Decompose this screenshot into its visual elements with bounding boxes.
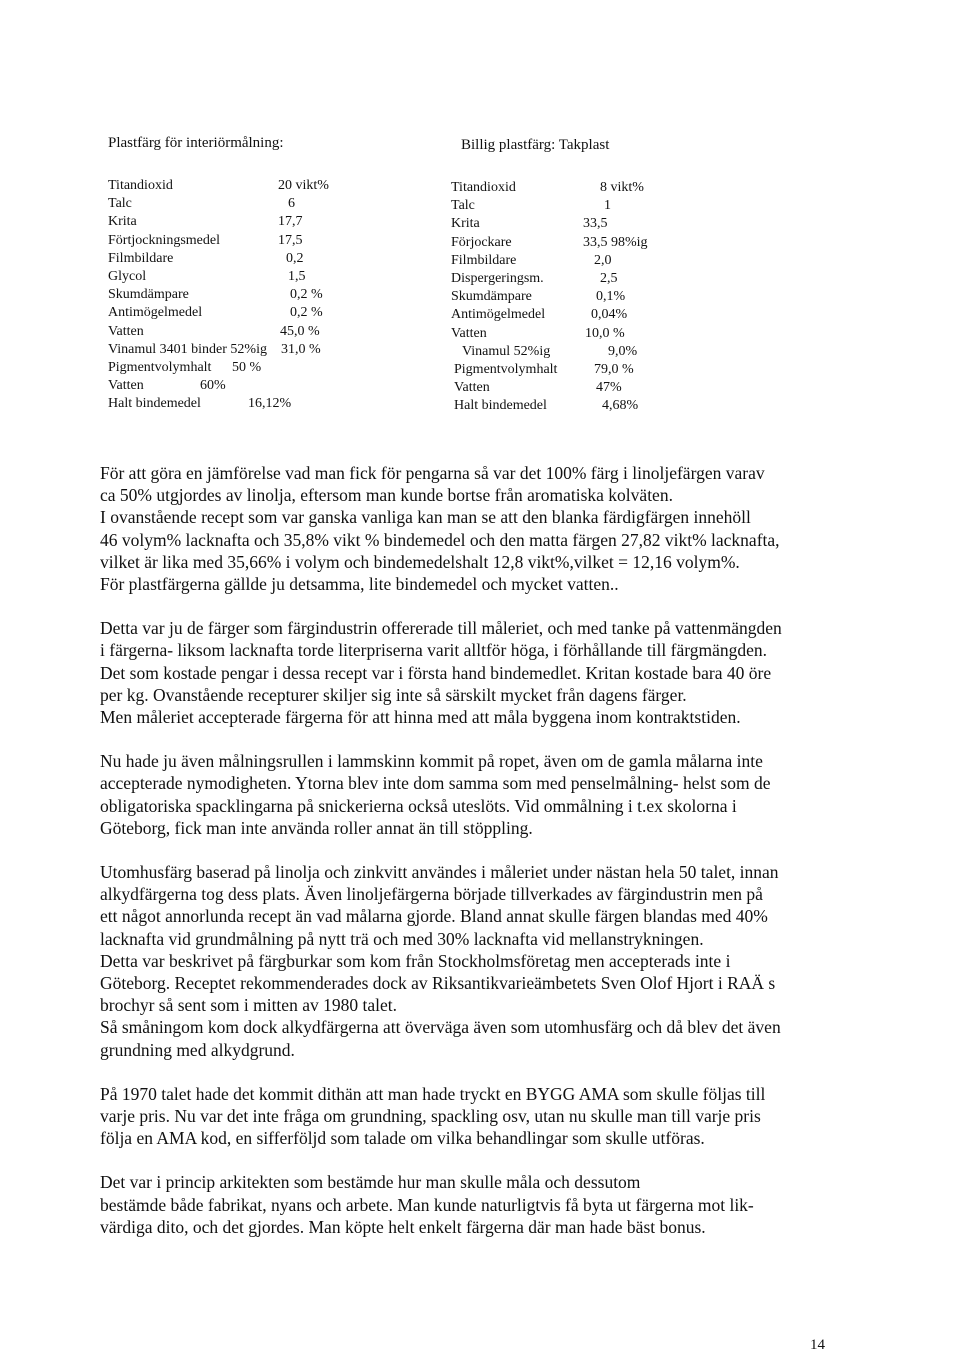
- text-line: Det var i princip arkitekten som bestämde hur man skulle måla och dessutom: [100, 1172, 641, 1193]
- ingredient-value: 4,68%: [602, 398, 639, 414]
- ingredient-value: 6: [288, 196, 295, 212]
- ingredient-name: Skumdämpare: [108, 287, 189, 303]
- recipe-row: [108, 250, 338, 268]
- text-line: per kg. Ovanstående recepturer skiljer sig inte så särskilt mycket från dagens färger.: [100, 684, 687, 705]
- ingredient-value: 33,5: [583, 216, 608, 232]
- ingredient-value: 20 vikt%: [278, 178, 329, 193]
- ingredient-name: Vatten: [451, 325, 487, 341]
- body-text: [100, 462, 880, 1260]
- ingredient-value: 31,0 %: [281, 341, 321, 357]
- text-line: Detta var ju de färger som färgindustrin offererade till måleriet, och med tanke på vattenmängden: [100, 618, 782, 639]
- recipe-row: [451, 306, 691, 324]
- text-line: följa en AMA kod, en sifferföljd som talade om vilka behandlingar som skulle utföras.: [100, 1128, 705, 1149]
- ingredient-value: 16,12%: [248, 396, 292, 412]
- ingredient-name: Halt bindemedel: [108, 396, 201, 412]
- text-line: För plastfärgerna gällde ju detsamma, lite bindemedel och mycket vatten..: [100, 574, 619, 595]
- ingredient-name: Krita: [451, 216, 480, 232]
- text-line: Detta var beskrivet på färgburkar som kom från Stockholmsföretag men accepterads inte i: [100, 950, 731, 971]
- text-line: Så småningom kom dock alkydfärgerna att överväga även som utomhusfärg och då blev det även: [100, 1017, 781, 1038]
- ingredient-name: Titandioxid: [108, 178, 173, 193]
- ingredient-name: Glycol: [108, 268, 147, 284]
- paragraph: [100, 750, 880, 839]
- ingredient-value: 2,5: [600, 270, 618, 286]
- recipe-row: [451, 397, 691, 415]
- ingredient-value: 45,0 %: [280, 323, 320, 339]
- text-line: bestämde både fabrikat, nyans och arbete. Man kunde naturligtvis få byta ut färgerna mot lik-: [100, 1194, 754, 1215]
- text-line: accepterade nymodigheten. Ytorna blev inte dom samma som med penselmålning- helst som de: [100, 773, 771, 794]
- paragraph: [100, 1083, 880, 1150]
- text-line: obligatoriska spacklingarna på snickerierna också uteslöts. Vid ommålning i t.ex skolorna i: [100, 795, 737, 816]
- text-line: i färgerna- liksom lacknafta torde literpriserna varit alltför höga, i förhållande till färgmängden.: [100, 640, 768, 661]
- ingredient-value: 1,5: [288, 268, 306, 284]
- ingredient-value: 8 vikt%: [600, 180, 644, 195]
- recipe-row: [451, 325, 691, 343]
- recipe-row: [108, 341, 338, 359]
- ingredient-name: Pigmentvolymhalt: [454, 361, 558, 377]
- ingredient-name: Vatten: [108, 378, 144, 394]
- text-line: lacknafta vid grundmålning på nytt trä och med 30% lacknafta vid mellanstrykningen.: [100, 928, 704, 949]
- recipe-row: [108, 395, 338, 413]
- text-line: värdiga dito, och det gjordes. Man köpte helt enkelt färgerna där man hade bäst bonus.: [100, 1216, 706, 1237]
- recipe-row: [451, 234, 691, 252]
- ingredient-name: Krita: [108, 214, 137, 230]
- recipe-row: [451, 343, 691, 361]
- recipe-row: [108, 177, 338, 195]
- text-line: alkydfärgerna tog dess plats. Även linoljefärgerna började tillverkades av färgindustrin men på: [100, 884, 763, 905]
- recipe-right-table: [451, 179, 691, 415]
- ingredient-name: Antimögelmedel: [451, 307, 546, 323]
- ingredient-value: 50 %: [232, 359, 262, 375]
- ingredient-value: 33,5 98%ig: [583, 234, 648, 250]
- text-line: 46 volym% lacknafta och 35,8% vikt % bindemedel och den matta färgen 27,82 vikt% lacknafta,: [100, 529, 780, 550]
- recipe-row: [451, 179, 691, 197]
- ingredient-name: Filmbildare: [108, 250, 174, 266]
- ingredient-value: 17,5: [278, 232, 303, 248]
- recipe-left-table: [108, 177, 338, 413]
- recipe-row: [108, 268, 338, 286]
- ingredient-name: Filmbildare: [451, 252, 517, 268]
- ingredient-name: Vinamul 52%ig: [462, 343, 551, 359]
- text-line: Det som kostade pengar i dessa recept var i första hand bindemedlet. Kritan kostade bara 40 öre: [100, 662, 772, 683]
- text-line: ca 50% utgjordes av linolja, eftersom man kunde bortse från aromatiska kolväten.: [100, 485, 673, 506]
- paragraph: [100, 617, 880, 728]
- recipe-row: [108, 359, 338, 377]
- ingredient-name: Antimögelmedel: [108, 305, 203, 321]
- recipe-row: [108, 213, 338, 231]
- ingredient-value: 0,04%: [591, 307, 628, 323]
- text-line: Göteborg. Receptet rekommenderades dock av Riksantikvarieämbetets Sven Olof Hjort i RAÄ s: [100, 973, 776, 994]
- ingredient-name: Halt bindemedel: [454, 398, 547, 414]
- recipe-row: [451, 361, 691, 379]
- recipe-row: [451, 270, 691, 288]
- text-line: brochyr så sent som i mitten av 1980 talet.: [100, 995, 397, 1016]
- ingredient-name: Titandioxid: [451, 180, 516, 195]
- recipe-row: [108, 304, 338, 322]
- ingredient-name: Talc: [108, 196, 132, 212]
- recipe-row: [451, 215, 691, 233]
- ingredient-value: 0,2: [286, 250, 304, 266]
- recipe-row: [451, 379, 691, 397]
- ingredient-value: 0,1%: [596, 289, 626, 305]
- text-line: På 1970 talet hade det kommit dithän att man hade tryckt en BYGG AMA som skulle följas till: [100, 1083, 766, 1104]
- paragraph: [100, 462, 880, 595]
- ingredient-name: Vatten: [454, 380, 490, 396]
- ingredient-value: 0,2 %: [290, 305, 323, 321]
- ingredient-value: 9,0%: [608, 343, 638, 359]
- paragraph: [100, 1171, 880, 1238]
- page-number: 14: [810, 1337, 825, 1353]
- text-line: varje pris. Nu var det inte fråga om grundning, spackling osv, utan nu skulle man till varje pris: [100, 1106, 761, 1127]
- text-line: Nu hade ju även målningsrullen i lammskinn kommit på ropet, även om de gamla målarna inte: [100, 751, 763, 772]
- text-line: För att göra en jämförelse vad man fick för pengarna så var det 100% färg i linoljefärgen varav: [100, 463, 765, 483]
- recipe-row: [108, 323, 338, 341]
- ingredient-value: 1: [604, 198, 611, 214]
- ingredient-value: 2,0: [594, 252, 612, 268]
- ingredient-value: 17,7: [278, 214, 303, 230]
- text-line: I ovanstående recept som var ganska vanliga kan man se att den blanka färdigfärgen innehöll: [100, 507, 751, 528]
- text-line: Göteborg, fick man inte använda roller annat än till stöppling.: [100, 817, 533, 838]
- ingredient-name: Vinamul 3401 binder 52%ig: [108, 341, 267, 357]
- recipe-row: [451, 288, 691, 306]
- ingredient-name: Förjockare: [451, 234, 512, 250]
- ingredient-value: 60%: [200, 378, 226, 394]
- ingredient-value: 79,0 %: [594, 361, 634, 377]
- ingredient-value: 0,2 %: [290, 287, 323, 303]
- recipe-row: [451, 197, 691, 215]
- text-line: vilket är lika med 35,66% i volym och bindemedelshalt 12,8 vikt%,vilket = 12,16 volym%.: [100, 551, 740, 572]
- recipe-left-title: Plastfärg för interiörmålning:: [108, 135, 284, 151]
- recipe-right-title: Billig plastfärg: Takplast: [461, 137, 610, 153]
- ingredient-name: Vatten: [108, 323, 144, 339]
- ingredient-name: Pigmentvolymhalt: [108, 359, 212, 375]
- ingredient-value: 10,0 %: [585, 325, 625, 341]
- ingredient-name: Förtjockningsmedel: [108, 232, 220, 248]
- ingredient-name: Dispergeringsm.: [451, 270, 544, 286]
- recipe-row: [451, 252, 691, 270]
- ingredient-name: Talc: [451, 198, 475, 214]
- text-line: ett något annorlunda recept än vad målarna gjorde. Bland annat skulle färgen blandas med 40%: [100, 906, 768, 927]
- ingredient-value: 47%: [596, 380, 622, 396]
- text-line: grundning med alkydgrund.: [100, 1039, 295, 1060]
- text-line: Utomhusfärg baserad på linolja och zinkvitt användes i måleriet under nästan hela 50 talet, innan: [100, 862, 779, 883]
- text-line: Men måleriet accepterade färgerna för att hinna med att måla byggena inom kontraktstiden.: [100, 707, 741, 728]
- paragraph: [100, 861, 880, 1061]
- recipe-row: [108, 286, 338, 304]
- recipe-row: [108, 195, 338, 213]
- ingredient-name: Skumdämpare: [451, 289, 532, 305]
- recipe-row: [108, 232, 338, 250]
- recipe-row: [108, 377, 338, 395]
